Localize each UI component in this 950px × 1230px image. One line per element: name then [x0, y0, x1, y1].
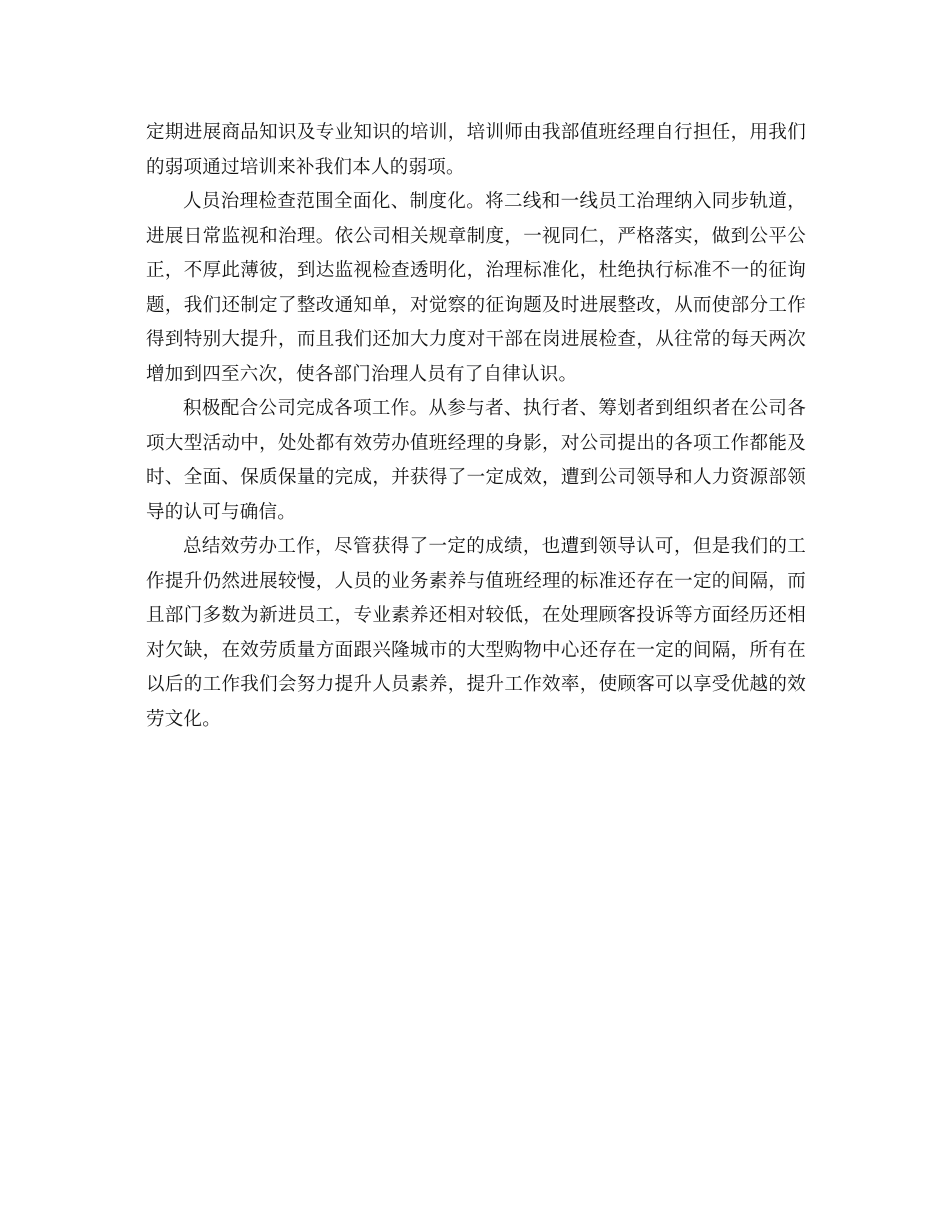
document-body	[146, 116, 806, 737]
paragraph-company-cooperation: 积极配合公司完成各项工作。从参与者、执行者、筹划者到组织者在公司各项大型活动中，处处都有效劳办值班经理的身影，对公司提出的各项工作都能及时、全面、保质保量的完成，并获得了一定成效，遭到公司领导和人力资源部领导的认可与确信。	[146, 398, 806, 523]
paragraph-summary: 总结效劳办工作，尽管获得了一定的成绩，也遭到领导认可，但是我们的工作提升仍然进展较慢，人员的业务素养与值班经理的标准还存在一定的间隔，而且部门多数为新进员工，专业素养还相对较低，在处理顾客投诉等方面经历还相对欠缺，在效劳质量方面跟兴隆城市的大型购物中心还存在一定的间隔，所有在以后的工作我们会努力提升人员素养，提升工作效率，使顾客可以享受优越的效劳文化。	[146, 536, 806, 730]
paragraph-staff-management: 人员治理检查范围全面化、制度化。将二线和一线员工治理纳入同步轨道，进展日常监视和治理。依公司相关规章制度，一视同仁，严格落实，做到公平公正，不厚此薄彼，到达监视检查透明化，治理标准化，杜绝执行标准不一的征询题，我们还制定了整改通知单，对觉察的征询题及时进展整改，从而使部分工作得到特别大提升，而且我们还加大力度对干部在岗进展检查，从往常的每天两次增加到四至六次，使各部门治理人员有了自律认识。	[146, 191, 806, 385]
paragraph-training: 定期进展商品知识及专业知识的培训，培训师由我部值班经理自行担任，用我们的弱项通过培训来补我们本人的弱项。	[146, 122, 806, 178]
